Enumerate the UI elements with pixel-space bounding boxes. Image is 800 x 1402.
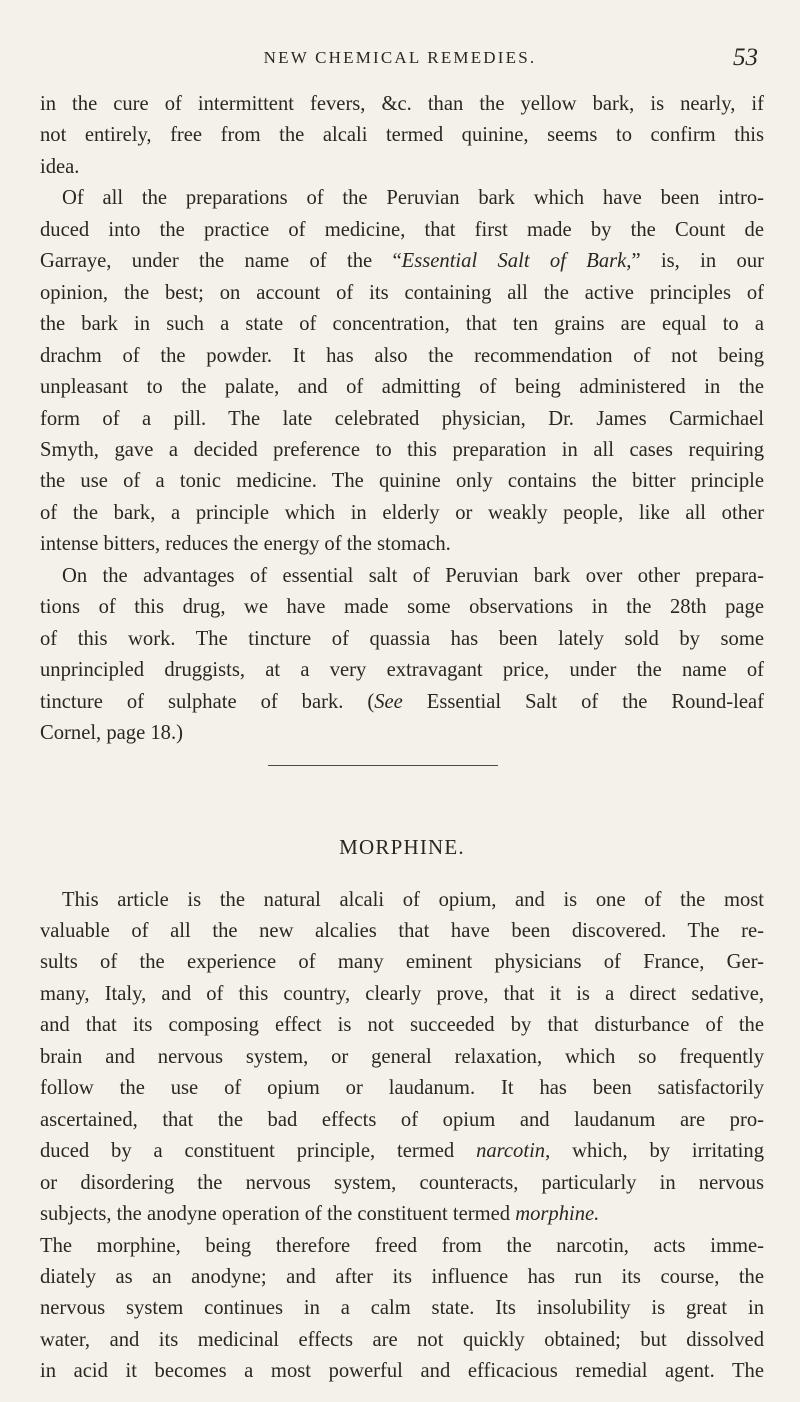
text-line: or disordering the nervous system, counteracts, particularly in nervous xyxy=(40,1171,764,1194)
page-number: 53 xyxy=(733,44,758,71)
text-line: nervous system continues in a calm state. Its insolubility is great in xyxy=(40,1297,764,1320)
text-line: ascertained, that the bad effects of opium and laudanum are pro- xyxy=(40,1108,764,1131)
text-line: Cornel, page 18.) xyxy=(40,722,183,745)
text-run: Essential Salt of the Round-leaf xyxy=(402,690,764,713)
text-line: On the advantages of essential salt of Peruvian bark over other prepara- xyxy=(62,564,764,587)
text-line: diately as an anodyne; and after its influence has run its course, the xyxy=(40,1265,764,1288)
text-line: the bark in such a state of concentration, that ten grains are equal to a xyxy=(40,313,764,336)
text-line: idea. xyxy=(40,155,80,178)
text-line: brain and nervous system, or general relaxation, which so frequently xyxy=(40,1045,764,1068)
text-line: water, and its medicinal effects are not quickly obtained; but dissolved xyxy=(40,1328,764,1351)
text-run: which, by irritating xyxy=(550,1140,764,1163)
text-line: opinion, the best; on account of its containing all the active principles of xyxy=(40,281,764,304)
text-line: Smyth, gave a decided preference to this preparation in all cases requiring xyxy=(40,438,764,461)
italic-term: morphine. xyxy=(515,1203,600,1226)
text-line: Of all the preparations of the Peruvian bark which have been intro- xyxy=(62,187,764,210)
text-line: duced into the practice of medicine, that first made by the Count de xyxy=(40,218,764,241)
text-line: many, Italy, and of this country, clearly prove, that it is a direct sedative, xyxy=(40,982,764,1005)
body-text xyxy=(40,89,764,1388)
text-line: the use of a tonic medicine. The quinine only contains the bitter principle xyxy=(40,470,764,493)
paragraph-morphine xyxy=(40,885,764,1388)
text-line: unpleasant to the palate, and of admitting of being administered in the xyxy=(40,376,764,399)
text-line: intense bitters, reduces the energy of the stomach. xyxy=(40,533,451,556)
text-line: of this work. The tincture of quassia has been lately sold by some xyxy=(40,627,764,650)
text-line xyxy=(40,1199,764,1230)
running-title: NEW CHEMICAL REMEDIES. xyxy=(263,48,537,67)
text-line: not entirely, free from the alcali termed quinine, seems to confirm this xyxy=(40,124,764,147)
text-run: duced by a constituent principle, termed xyxy=(40,1140,477,1163)
section-divider xyxy=(40,750,764,794)
paragraph-essential-salt xyxy=(40,183,764,560)
text-line: The morphine, being therefore freed from the narcotin, acts imme- xyxy=(40,1234,764,1257)
text-line: tions of this drug, we have made some observations in the 28th page xyxy=(40,596,764,619)
running-head xyxy=(40,44,760,78)
text-run: Garraye, under the name of the “ xyxy=(40,250,402,273)
italic-see: See xyxy=(374,690,403,713)
text-line: of the bark, a principle which in elderly or weakly people, like all other xyxy=(40,501,764,524)
text-line xyxy=(40,1136,764,1167)
text-line: unprincipled druggists, at a very extravagant price, under the name of xyxy=(40,659,764,682)
italic-title: Essential Salt of Bark, xyxy=(401,250,632,273)
text-line: in the cure of intermittent fevers, &c. than the yellow bark, is nearly, if xyxy=(40,93,764,115)
text-line: and that its composing effect is not succeeded by that disturbance of the xyxy=(40,1014,764,1037)
text-line: This article is the natural alcali of opium, and is one of the most xyxy=(62,888,764,911)
italic-term: narcotin, xyxy=(476,1140,551,1163)
text-line xyxy=(40,246,764,277)
text-run: subjects, the anodyne operation of the constituent termed xyxy=(40,1203,516,1226)
text-line: valuable of all the new alcalies that have been discovered. The re- xyxy=(40,919,764,942)
text-line: follow the use of opium or laudanum. It has been satisfactorily xyxy=(40,1077,764,1100)
text-line xyxy=(40,687,764,718)
text-run: tincture of sulphate of bark. ( xyxy=(40,690,375,713)
paragraph-advantages xyxy=(40,561,764,750)
text-line: in acid it becomes a most powerful and efficacious remedial agent. The xyxy=(40,1360,764,1383)
text-line: form of a pill. The late celebrated physician, Dr. James Carmichael xyxy=(40,407,764,430)
text-line: sults of the experience of many eminent physicians of France, Ger- xyxy=(40,951,764,974)
text-run: ” is, in our xyxy=(631,250,764,273)
section-heading: MORPHINE. xyxy=(339,834,465,859)
divider-rule xyxy=(268,765,498,766)
paragraph-continuation xyxy=(40,89,764,183)
text-line: drachm of the powder. It has also the recommendation of not being xyxy=(40,344,764,367)
